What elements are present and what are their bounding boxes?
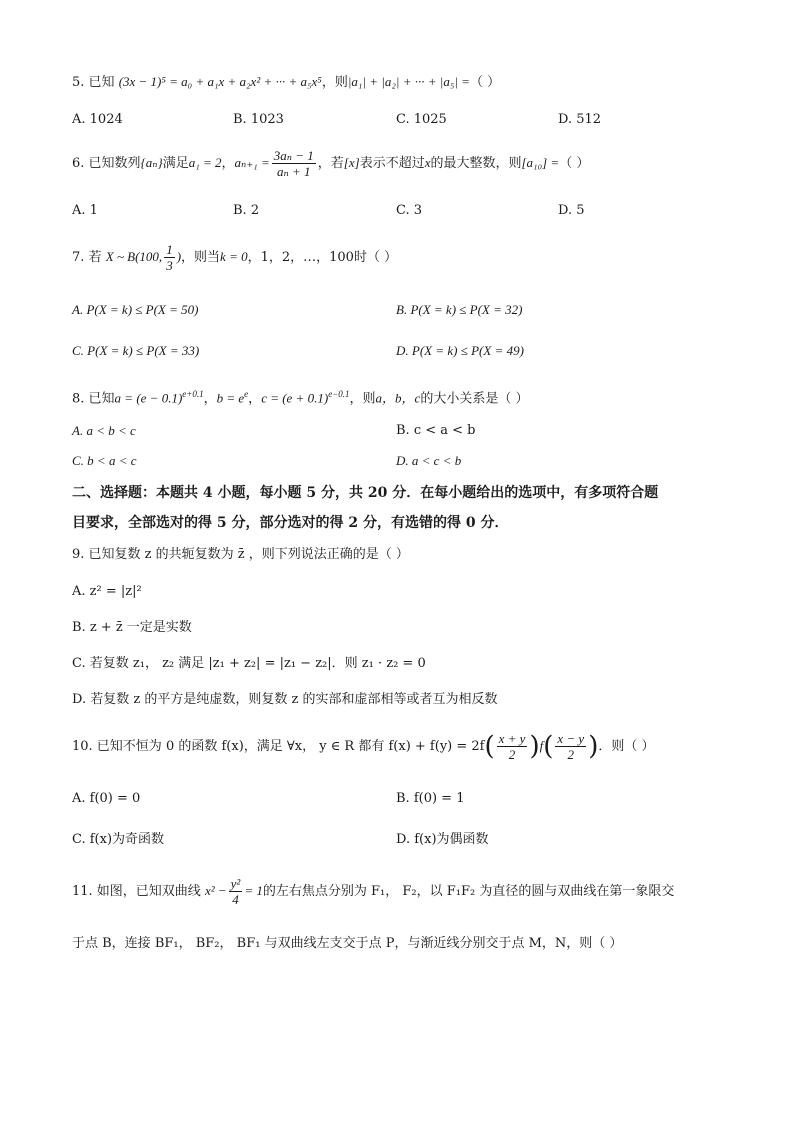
q7-fraction [164, 242, 175, 273]
q8-c-expr: c = (e + 0.1) [261, 390, 329, 406]
q9-stem: 9. 已知复数 z 的共轭复数为 z̄ ，则下列说法正确的是（ ） [72, 547, 409, 562]
q6-stem [72, 148, 589, 179]
q8-b-exponent: e [244, 389, 249, 399]
q7-k: k = 0 [220, 249, 248, 264]
q6-floor: [x] [343, 155, 360, 170]
q6-x: x [424, 155, 431, 170]
q10-fraction-2 [555, 731, 586, 762]
q11-equation-lhs: x² − [204, 883, 227, 898]
q6-prefix: 6. 已知数列 [72, 156, 141, 171]
q7-fraction-numerator: 1 [166, 242, 173, 257]
q5-blank: （ ） [469, 75, 501, 90]
q8-option-a: A. a < b < c [72, 423, 136, 438]
q8-prefix: 8. 已知 [72, 391, 115, 407]
q8-option-b: B. c < a < b [396, 423, 476, 438]
q10-fraction-2-denominator: 2 [567, 747, 575, 762]
q7-text-2: ，1，2，…，100时（ ） [247, 250, 398, 265]
q10-tail: ．则（ ） [598, 739, 655, 754]
q5-option-b: B. 1023 [233, 112, 284, 127]
q10-fraction-2-numerator: x − y [557, 731, 585, 746]
q8-text-1: ， [203, 391, 217, 407]
q10-f: f [539, 738, 544, 753]
q11-equation-rhs: = 1 [244, 883, 263, 898]
q10-fraction-1 [497, 731, 528, 762]
q7-prefix: 7. 若 [72, 250, 102, 265]
q8-option-c: C. b < a < c [72, 453, 137, 468]
q6-text-5: 的最大整数，则 [430, 156, 522, 171]
q7-option-b: B. P(X = k) ≤ P(X = 32) [396, 302, 523, 317]
q10-option-c: C. f(x)为奇函数 [72, 832, 165, 847]
q7-stem [72, 241, 397, 274]
q8-option-d: D. a < c < b [396, 453, 462, 468]
q10-fraction-1-numerator: x + y [498, 731, 526, 746]
q8-c-exponent: e−0.1 [328, 389, 350, 399]
q11-fraction-denominator: 4 [232, 892, 239, 907]
q8-abc: a，b，c [375, 390, 421, 406]
q8-text-2: ， [248, 391, 262, 407]
q6-text-1: 满足 [162, 156, 189, 171]
q9-option-a: A. z² = |z|² [72, 584, 142, 599]
q7-fraction-denominator: 3 [166, 258, 173, 273]
q11-text: 的左右焦点分别为 F₁， F₂，以 F₁F₂ 为直径的圆与双曲线在第一象限交 [262, 884, 675, 899]
q10-paren-open-2: ( [543, 731, 554, 762]
q11-fraction-numerator: y² [230, 876, 241, 891]
q8-a-expr: a = (e − 0.1) [114, 390, 183, 406]
q10-paren-open-1: ( [484, 731, 495, 762]
q10-paren-close-1: ) [529, 731, 540, 762]
q9-option-d: D. 若复数 z 的平方是纯虚数，则复数 z 的实部和虚部相等或者互为相反数 [72, 692, 498, 707]
q8-text-4: 的大小关系是（ ） [420, 391, 529, 407]
q5-target: |a₁| + |a₂| + ··· + |a₅| = [347, 74, 470, 89]
q6-option-b: B. 2 [233, 203, 260, 218]
q6-recurrence-fraction [272, 148, 316, 179]
q7-option-a: A. P(X = k) ≤ P(X = 50) [72, 302, 199, 317]
q11-stem [72, 874, 674, 909]
q9-option-b: B. z + z̄ 一定是实数 [72, 620, 192, 635]
q6-initial: a₁ = 2 [188, 155, 222, 170]
q6-option-a: A. 1 [72, 203, 98, 218]
q5-stem [72, 72, 500, 93]
q8-text-3: ，则 [349, 391, 376, 407]
q10-stem [72, 728, 655, 765]
q6-fraction-numerator: 3aₙ − 1 [273, 148, 314, 163]
q6-option-c: C. 3 [396, 203, 423, 218]
q7-text-1: ，则当 [181, 250, 221, 265]
q9-option-c: C. 若复数 z₁， z₂ 满足 |z₁ + z₂| = |z₁ − z₂|．则 z₁ · z₂ = 0 [72, 656, 426, 671]
q5-option-d: D. 512 [558, 112, 602, 127]
q7-distribution: X ~ B(100, [105, 249, 163, 264]
q6-sequence: {aₙ} [140, 155, 163, 170]
q10-option-b: B. f(0) = 1 [396, 791, 465, 806]
q11-stem-line-2: 于点 B，连接 BF₁， BF₂， BF₁ 与双曲线左支交于点 P，与渐近线分别交于点 M，N，则（ ） [72, 936, 623, 951]
q7-distribution-close: ) [176, 249, 182, 264]
section-2-heading-line-1: 二、选择题：本题共 4 小题，每小题 5 分，共 20 分．在每小题给出的选项中，有多项符合题 [72, 485, 659, 501]
q8-a-exponent: e+0.1 [182, 389, 204, 399]
q6-text-2: ， [221, 156, 235, 171]
q5-prefix: 5. 已知 [72, 75, 115, 90]
q6-blank: （ ） [559, 156, 590, 171]
q10-prefix: 10. 已知不恒为 0 的函数 f(x)，满足 ∀x， y ∈ R 都有 f(x) + f(y) = 2f [72, 739, 485, 754]
q11-fraction [229, 876, 243, 907]
q10-fraction-1-denominator: 2 [508, 747, 516, 762]
q6-text-3: ，若 [317, 156, 344, 171]
q6-option-d: D. 5 [558, 203, 585, 218]
q10-option-a: A. f(0) = 0 [72, 791, 141, 806]
q5-option-a: A. 1024 [72, 112, 123, 127]
q6-recurrence-lhs: aₙ₊₁ = [234, 155, 270, 170]
q11-prefix: 11. 如图，已知双曲线 [72, 884, 201, 899]
q5-expansion: (3x − 1)⁵ = a₀ + a₁x + a₂x² + ··· + a₅x⁵ [118, 74, 322, 89]
q6-fraction-denominator: aₙ + 1 [276, 164, 311, 179]
q5-text: ，则 [321, 75, 348, 90]
q5-option-c: C. 1025 [396, 112, 447, 127]
q10-paren-close-2: ) [588, 731, 599, 762]
q10-option-d: D. f(x)为偶函数 [396, 832, 489, 847]
q7-option-c: C. P(X = k) ≤ P(X = 33) [72, 343, 200, 358]
q7-option-d: D. P(X = k) ≤ P(X = 49) [396, 343, 524, 358]
q6-text-4: 表示不超过 [359, 156, 425, 171]
q8-stem [72, 384, 528, 409]
q6-target: [a₁₀] = [521, 155, 560, 170]
section-2-heading-line-2: 目要求，全部选对的得 5 分，部分选对的得 2 分，有选错的得 0 分． [72, 515, 509, 531]
q8-b-expr: b = e [216, 390, 245, 406]
